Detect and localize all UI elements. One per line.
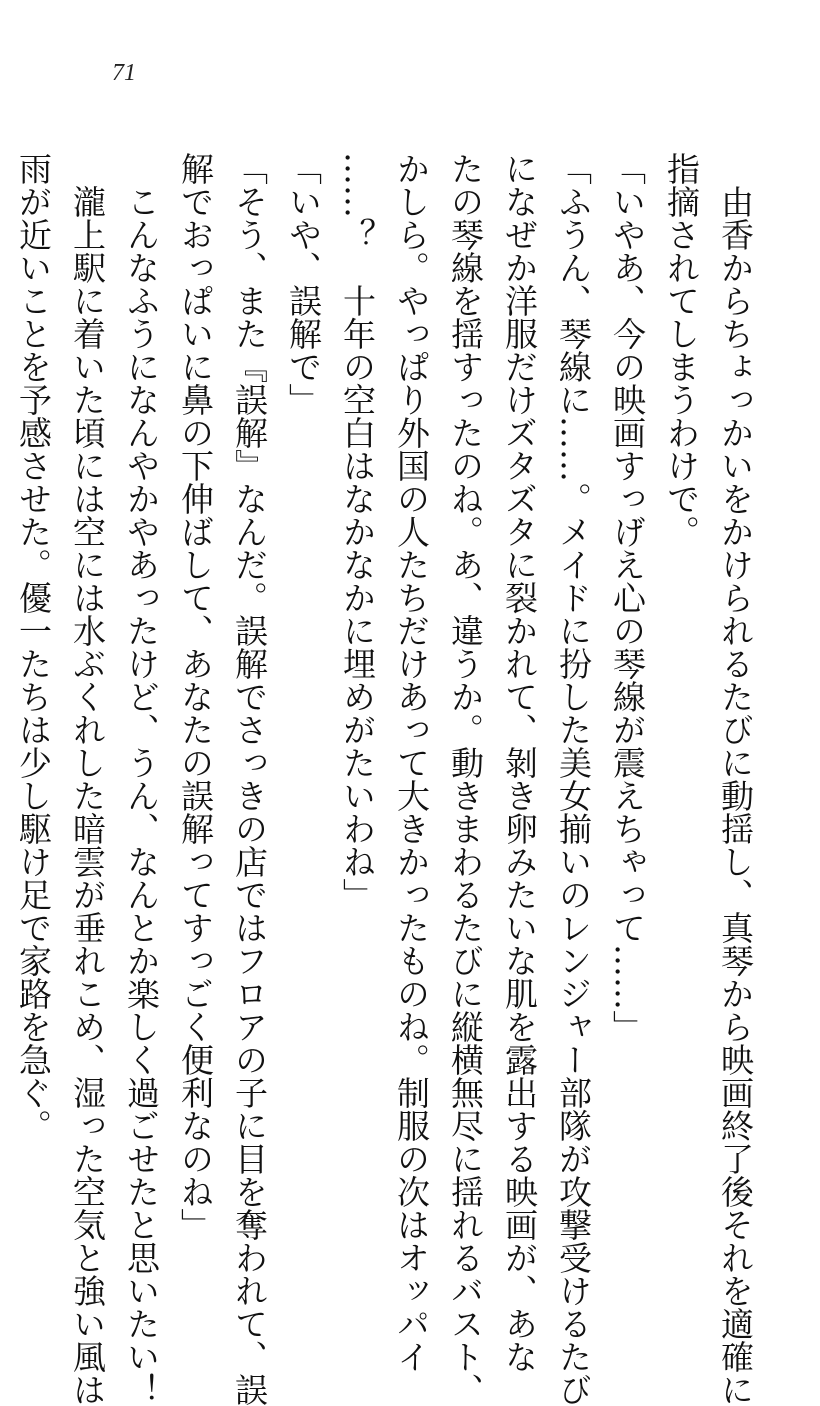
text-body — [14, 152, 762, 1406]
text-line: 「ふうん、琴線に……。メイドに扮した美女揃いのレンジャー部隊が攻撃受けるたび — [554, 152, 593, 1406]
text-line: 瀧上駅に着いた頃には空には水ぶくれした暗雲が垂れこめ、湿った空気と強い風は — [68, 185, 107, 1406]
text-line: こんなふうになんやかやあったけど、うん、なんとか楽しく過ごせたと思いたい！ — [122, 185, 161, 1406]
text-line — [0, 152, 6, 1152]
text-line: 「いや、誤解で」 — [284, 152, 323, 416]
page-number: 71 — [112, 60, 136, 86]
text-line: 「いやあ、今の映画すっげえ心の琴線が震えちゃって……」 — [608, 152, 647, 1043]
text-line: たの琴線を揺すったのね。あ、違うか。動きまわるたびに縦横無尽に揺れるバスト、 — [446, 152, 485, 1406]
text-line: かしら。やっぱり外国の人たちだけあって大きかったものね。制服の次はオッパイ — [392, 152, 431, 1373]
text-line: 雨が近いことを予感させた。優一たちは少し駆け足で家路を急ぐ。 — [14, 152, 53, 1142]
text-line: ……？ 十年の空白はなかなかに埋めがたいわね」 — [338, 152, 377, 911]
text-line: 解でおっぱいに鼻の下伸ばして、あなたの誤解ってすっごく便利なのね」 — [176, 152, 215, 1241]
text-line: 「そう、また『誤解』なんだ。誤解でさっきの店ではフロアの子に目を奪われて、誤 — [230, 152, 269, 1406]
text-line: 由香からちょっかいをかけられるたびに動揺し、真琴から映画終了後それを適確に — [716, 185, 755, 1406]
text-line: になぜか洋服だけズタズタに裂かれて、剝き卵みたいな肌を露出する映画が、あな — [500, 152, 539, 1373]
text-line: 指摘されてしまうわけで。 — [662, 152, 701, 548]
